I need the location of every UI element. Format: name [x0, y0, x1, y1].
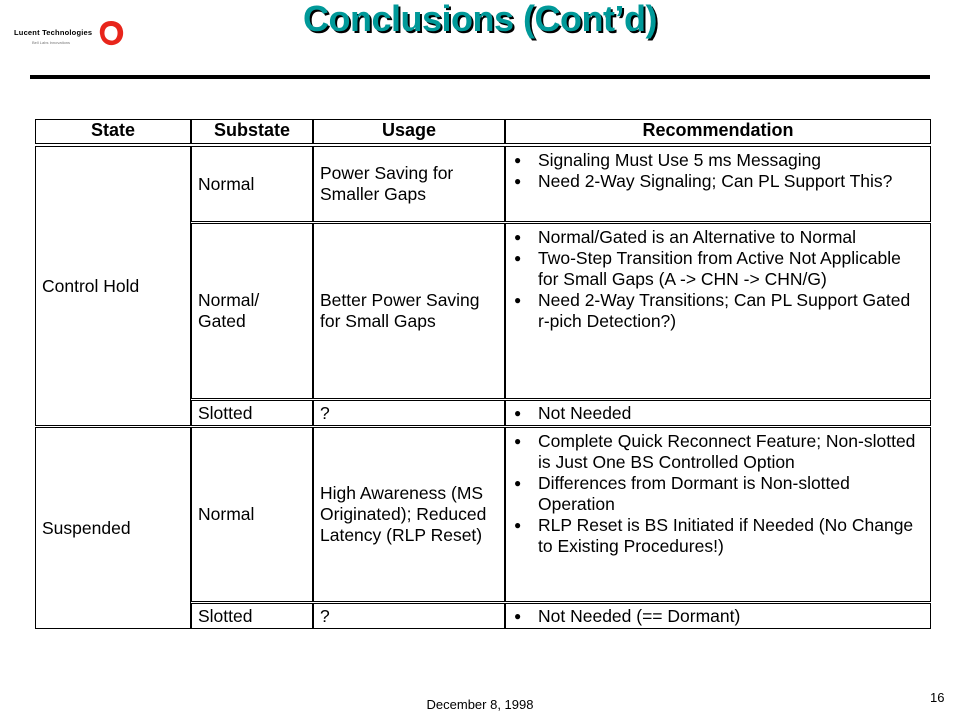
- bullet-icon: ●: [514, 174, 522, 188]
- recommendation-item: ● Signaling Must Use 5 ms Messaging: [510, 150, 926, 171]
- recommendation-item: ● Need 2-Way Signaling; Can PL Support This?: [510, 171, 926, 192]
- recommendation-item: ● Differences from Dormant is Non-slotted Operation: [510, 473, 926, 515]
- recommendation-item: ● Not Needed: [510, 403, 926, 424]
- usage-cell: Power Saving for Smaller Gaps: [313, 146, 505, 222]
- header-usage: Usage: [313, 119, 505, 144]
- usage-cell: High Awareness (MS Originated); Reduced Latency (RLP Reset): [313, 427, 505, 602]
- bullet-icon: ●: [514, 476, 522, 490]
- bullet-icon: ●: [514, 251, 522, 265]
- substate-cell: Slotted: [191, 603, 313, 629]
- footer-date: December 8, 1998: [426, 697, 534, 712]
- usage-cell: ?: [313, 603, 505, 629]
- bullet-icon: ●: [514, 230, 522, 244]
- recommendation-item: ● Normal/Gated is an Alternative to Normal: [510, 227, 926, 248]
- recommendation-item: ● Not Needed (== Dormant): [510, 606, 926, 627]
- bullet-icon: ●: [514, 609, 522, 623]
- substate-cell: Normal/ Gated: [191, 223, 313, 399]
- title-underline: [30, 75, 930, 79]
- substate-cell: Slotted: [191, 400, 313, 426]
- state-cell-control-hold: Control Hold: [35, 146, 191, 426]
- bullet-icon: ●: [514, 153, 522, 167]
- recommendation-item: ● Complete Quick Reconnect Feature; Non-slotted is Just One BS Controlled Option: [510, 431, 926, 473]
- recommendation-cell: [505, 223, 931, 399]
- substate-cell: Normal: [191, 427, 313, 602]
- header-state: State: [35, 119, 191, 144]
- recommendation-item: ● RLP Reset is BS Initiated if Needed (No Change to Existing Procedures!): [510, 515, 926, 557]
- logo-tagline: Bell Labs Innovations: [32, 40, 71, 45]
- usage-cell: ?: [313, 400, 505, 426]
- recommendation-item: ● Two-Step Transition from Active Not Applicable for Small Gaps (A -> CHN -> CHN/G): [510, 248, 926, 290]
- bullet-icon: ●: [514, 518, 522, 532]
- bullet-icon: ●: [514, 434, 522, 448]
- header-substate: Substate: [191, 119, 313, 144]
- substate-cell: Normal: [191, 146, 313, 222]
- page-title: Conclusions (Cont’d): [303, 0, 657, 39]
- recommendation-cell: [505, 400, 931, 426]
- recommendation-cell: [505, 603, 931, 629]
- bullet-icon: ●: [514, 293, 522, 307]
- bullet-icon: ●: [514, 406, 522, 420]
- recommendation-item: ● Need 2-Way Transitions; Can PL Support Gated r-pich Detection?): [510, 290, 926, 332]
- recommendation-cell: [505, 427, 931, 602]
- recommendation-cell: [505, 146, 931, 222]
- page-number: 16: [930, 690, 945, 705]
- state-cell-suspended: Suspended: [35, 427, 191, 629]
- logo-company-name: Lucent Technologies: [14, 28, 93, 37]
- usage-cell: Better Power Saving for Small Gaps: [313, 223, 505, 399]
- header-recommendation: Recommendation: [505, 119, 931, 144]
